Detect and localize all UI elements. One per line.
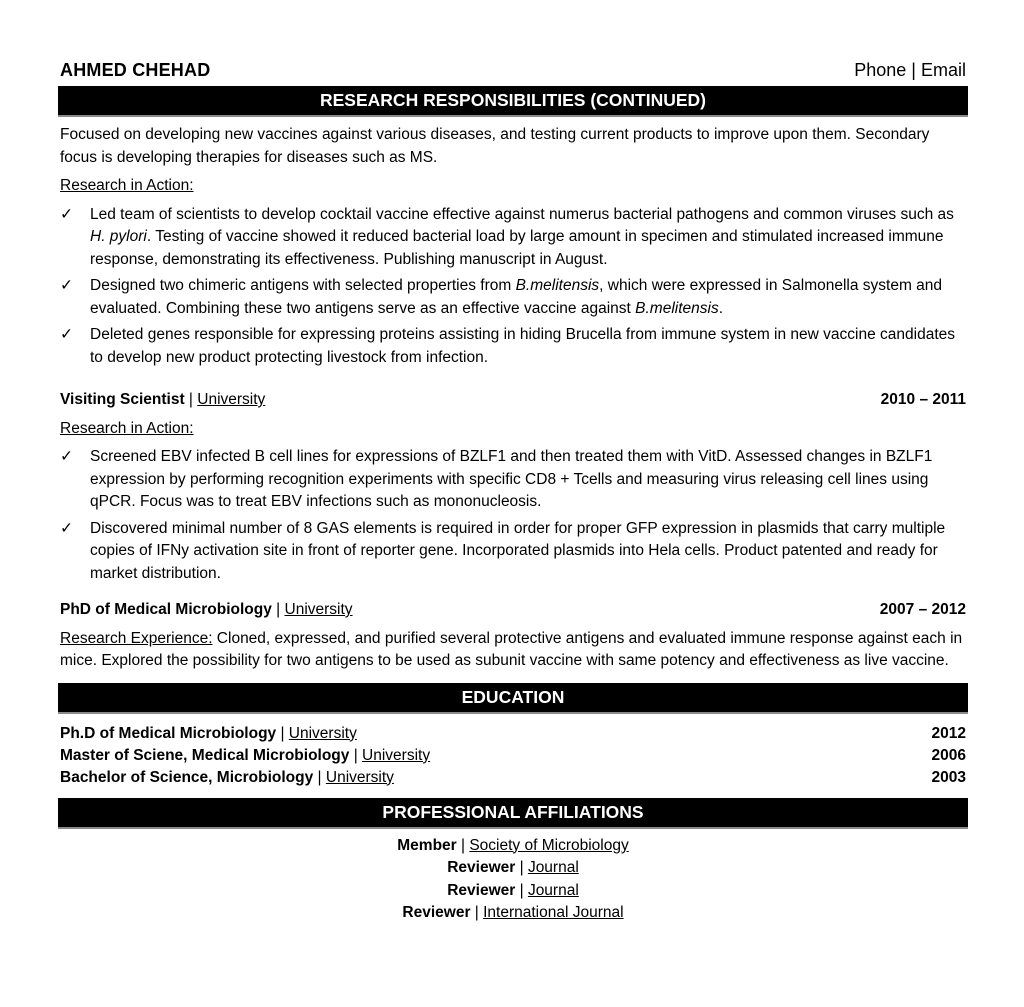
job-title-row: Visiting Scientist | University 2010 – 2011 <box>60 389 966 412</box>
degree-year: 2003 <box>931 768 966 786</box>
research-bullets <box>60 204 966 370</box>
job-dates: 2007 – 2012 <box>879 601 966 618</box>
research-intro: Focused on developing new vaccines against various diseases, and testing current products to improve upon them. Secondary focus is developing therapies for diseases such as MS. <box>60 126 930 166</box>
school-link[interactable]: University <box>362 746 431 764</box>
list-item: ✓ Designed two chimeric antigens with selected properties from B.melitensis, which were expressed in Salmonella system and evaluated. Combining these two antigens serve as an effective vaccine against B.melitensis. <box>60 277 943 317</box>
list-item: ✓ Discovered minimal number of 8 GAS elements is required in order for proper GFP expression in plasmids that carry multiple copies of IFNy activation site in front of reporter gene. Incorporated plasmids into Hela cells. Product patented and ready for market distribution. <box>60 519 946 582</box>
job-dates: 2010 – 2011 <box>880 391 966 408</box>
affiliation-org-link[interactable]: Journal <box>527 881 579 899</box>
affiliations-list <box>60 835 966 925</box>
affiliation-row: Reviewer | International Journal <box>402 904 624 921</box>
education-row: Master of Sciene, Medical Microbiology | University 2006 <box>60 745 966 767</box>
research-in-action-label: Research in Action: <box>60 177 194 194</box>
contact-info: Phone | Email <box>854 60 966 80</box>
research-section <box>60 124 966 369</box>
resume-header <box>60 60 966 86</box>
education-list <box>60 723 966 789</box>
list-item: ✓ Screened EBV infected B cell lines for expressions of BZLF1 and then treated them with VitD. Assessed changes in BZLF1 expression by performing recognition experiments with specific CD8 + Tcells and measuring virus releasing cell lines using qPCR. Focus was to treat EBV infections such as mononucleosis. <box>60 448 933 510</box>
degree: Bachelor of Science, Microbiology <box>60 768 314 786</box>
affiliation-role: Reviewer <box>402 904 471 921</box>
degree-year: 2012 <box>931 724 966 742</box>
affiliation-role: Member <box>397 836 457 854</box>
affiliation-row: Reviewer | Journal <box>447 881 579 899</box>
section-heading-affiliations: PROFESSIONAL AFFILIATIONS <box>58 798 968 829</box>
affiliation-org-link[interactable]: International Journal <box>483 904 624 921</box>
school-link[interactable]: University <box>288 724 357 742</box>
research-experience: Research Experience: Cloned, expressed, and purified several protective antigens and evaluated immune response against each in mice. Explored the possibility for two antigens to be used as subunit vaccine with same potency and effectiveness as live vaccine. <box>60 629 963 669</box>
candidate-name: AHMED CHEHAD <box>60 60 211 80</box>
degree-year: 2006 <box>931 746 966 764</box>
research-in-action-label: Research in Action: <box>60 419 194 437</box>
list-item: ✓ Led team of scientists to develop cocktail vaccine effective against numerus bacterial pathogens and common viruses such as H. pylori. Testing of vaccine showed it reduced bacterial load by large amount in specimen and stimulated increased immune response, demonstrating its effectiveness. Publishing manuscript in August. <box>60 205 954 268</box>
check-icon: ✓ <box>60 326 73 343</box>
education-row: Ph.D of Medical Microbiology | University 2012 <box>60 723 966 745</box>
degree: Master of Sciene, Medical Microbiology <box>60 746 350 764</box>
affiliation-org-link[interactable]: Society of Microbiology <box>469 836 629 854</box>
list-item: ✓ Deleted genes responsible for expressing proteins assisting in hiding Brucella from immune system in new vaccine candidates to develop new product protecting livestock from infection. <box>60 326 955 366</box>
job-title: PhD of Medical Microbiology <box>60 601 272 618</box>
check-icon: ✓ <box>60 205 73 223</box>
check-icon: ✓ <box>60 277 73 294</box>
research-experience-label: Research Experience: <box>60 629 213 647</box>
affiliation-org-link[interactable]: Journal <box>527 859 579 876</box>
section-heading-education: EDUCATION <box>58 683 968 714</box>
visiting-bullets <box>60 446 966 585</box>
affiliation-role: Reviewer <box>447 881 516 899</box>
affiliation-role: Reviewer <box>447 859 516 876</box>
employer-link[interactable]: University <box>284 601 353 618</box>
check-icon: ✓ <box>60 519 73 537</box>
resume-page <box>60 60 966 925</box>
employer-link[interactable]: University <box>197 391 266 408</box>
visiting-scientist-section <box>60 389 966 585</box>
phd-research-section <box>60 599 966 673</box>
affiliation-row: Reviewer | Journal <box>447 859 579 876</box>
check-icon: ✓ <box>60 448 73 465</box>
affiliation-row: Member | Society of Microbiology <box>397 836 629 854</box>
job-title: Visiting Scientist <box>60 391 185 408</box>
degree: Ph.D of Medical Microbiology <box>60 724 277 742</box>
section-heading-research: RESEARCH RESPONSIBILITIES (CONTINUED) <box>58 86 968 117</box>
school-link[interactable]: University <box>325 768 394 786</box>
job-title-row: PhD of Medical Microbiology | University 2007 – 2012 <box>60 599 966 622</box>
education-row: Bachelor of Science, Microbiology | University 2003 <box>60 767 966 789</box>
